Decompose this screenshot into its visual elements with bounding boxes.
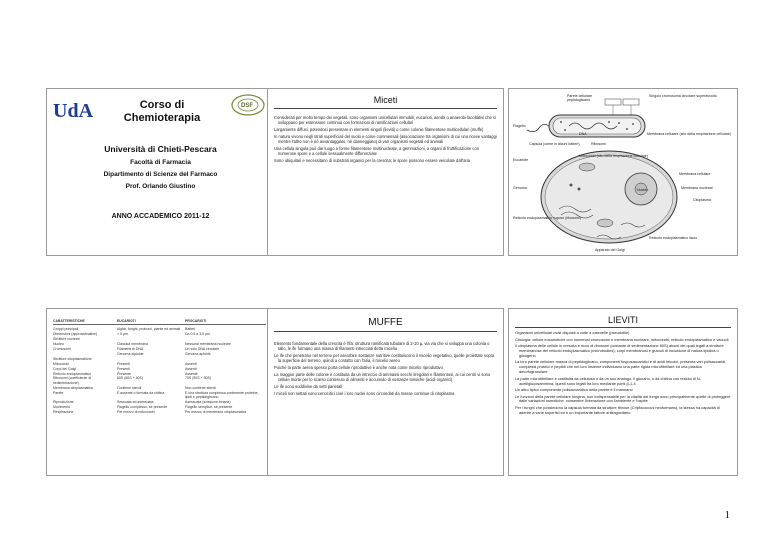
title-divider — [274, 331, 497, 332]
bullet: Un altro tipico componente polisaccaridico della parete è il mannano — [515, 387, 633, 393]
table-cell: Flagello complesso, se presente — [117, 404, 168, 409]
table-cell: Asessuata (scissione binaria) — [185, 400, 231, 404]
table-cell: Assenti — [185, 366, 197, 371]
table-cell: Flagello semplice, se presente — [185, 404, 233, 409]
label-membrana: Membrana cellulare (sito della respirazione cellulare) — [647, 132, 732, 136]
bullet: Poiché la parte aerea spesso porta cellule riproduttive è anche nota come micelio riproduttivo — [274, 365, 443, 370]
table-cell: Per mezzo di mitocondri — [117, 409, 155, 414]
header-cell: CARATTERISTICHE — [53, 319, 85, 323]
table-row — [53, 352, 266, 356]
table-cell: Presenti — [117, 366, 130, 371]
course-line2: Chemioterapia — [123, 112, 201, 124]
label-cromosoma: Singolo cromosoma circolare superavvolto — [649, 94, 717, 98]
comparison-table-slide — [46, 308, 273, 476]
label-mitocondri: Mitocondri (sito della respirazione cellulare) — [579, 154, 649, 158]
faculty-name: Facoltà di Farmacia — [130, 159, 191, 166]
bullet-list — [515, 331, 731, 417]
cell-diagram-slide — [508, 88, 738, 256]
bullet: I miceli non settati sono cenocitici cioè i loro nuclei sono circondati da masse continue di citoplasma — [274, 390, 455, 396]
cell-diagram — [509, 89, 738, 256]
bullet: In natura vivono negli strati superficiali del suolo e come commensali (associazione tra organismi di cui uno riceve vantaggi mentre l'altro non è né avvantaggiato, né danneggiato) di vari organismi vegetali ed animali — [274, 133, 497, 144]
table-row — [53, 327, 266, 331]
table-cell: Non contiene steroli — [185, 385, 216, 390]
slide-title: MUFFE — [368, 317, 403, 328]
miceti-slide — [267, 88, 504, 256]
table-cell: Presenti — [117, 361, 130, 366]
table-row — [53, 372, 266, 376]
label-citoplasma: Citoplasma — [693, 198, 711, 202]
label-flagello: Flagello — [513, 124, 526, 128]
table-cell: Movimento — [53, 404, 71, 409]
table-row — [53, 342, 266, 346]
table-cell: Filamenti di DNA — [117, 347, 144, 352]
muffe-slide — [267, 308, 504, 476]
table-cell: Corpi del Golgi — [53, 366, 77, 371]
bullet: Considerati per molto tempo dei vegetali, sono organismi unicellulari immobili, eucarioti, aerobi o anaerobi facoltativi che si sviluppano per estensione continua con formazioni di ramificazioni cellulari — [274, 115, 496, 126]
label-eucariote: Eucariote — [513, 158, 529, 162]
label-reticolo-rugoso: Reticolo endoplasmatico rugoso (ribosomi) — [513, 216, 582, 220]
table-cell — [185, 357, 266, 361]
header-cell: PROCARIOTI — [185, 319, 207, 323]
bullet: Organismi unicellulari ovali disposti a volte a catenelle (pseudofile) — [515, 330, 630, 335]
bullet: Largamente diffusi, potendosi presentare in elementi singoli (lieviti) o come colonie filamentose multicellulari (muffe) — [274, 127, 484, 132]
academic-year: ANNO ACCADEMICO 2011-12 — [111, 213, 210, 220]
bullet: Le ife sono suddivise da setti parietali — [274, 383, 343, 389]
comparison-table — [53, 319, 266, 415]
table-cell: Genoma aploide — [185, 351, 211, 356]
table-cell — [185, 337, 266, 341]
bullet: Elemento fondamentale della crescita è l'ifa: struttura ramificata tubulare di 2-10 µ, via via che si sviluppa una colonia o tallo, le ife formano una massa di filamenti intrecciati detta micelio — [274, 341, 490, 352]
crest-text: DSF — [241, 103, 253, 109]
label-reticolo-liscio: Reticolo endoplasmatico liscio — [649, 236, 698, 240]
table-row — [53, 386, 266, 390]
bullet: La loro parete cellulare manca di peptidoglicano, componenti fosposaccaridici e di acidi teicoici, presenta vari polisaccaridi, complessi proteici e peptidi che nel loro insieme individuano una parte rigida microfibrillare ed una plastica amorfogranulare — [515, 359, 727, 375]
table-row — [53, 400, 266, 404]
label-peptidoglicano: peptidoglicano — [567, 98, 591, 102]
table-cell: Dimensioni (approssimative) — [53, 332, 98, 337]
slide-title: Miceti — [373, 95, 398, 105]
university-logo-icon — [51, 95, 93, 125]
table-cell: Alghe, funghi, protozoi, piante ed animali — [117, 327, 181, 332]
label-membrana-cell: Membrana cellulare — [679, 172, 711, 176]
table-cell: Gruppi principali — [53, 327, 79, 332]
table-row — [53, 347, 266, 351]
eukaryote-cell — [541, 151, 677, 243]
page-number: 1 — [724, 509, 730, 521]
table-row — [53, 332, 266, 336]
bullet: Citologia: cellule eucariotiche con numerosi cromosomi e membrana nucleare, mitocondri, reticolo endoplasmatico e vacuoli — [515, 336, 729, 342]
table-cell: Un solo DNA circolare — [185, 347, 220, 352]
table-cell: Strutture nucleari — [53, 337, 80, 342]
table-cell: Parete — [53, 390, 64, 395]
table-cell: Reticolo endoplasmatico — [53, 371, 92, 376]
label-genoma: Genoma — [513, 186, 527, 190]
table-row — [53, 367, 266, 371]
bullet: Sono ubiquitari e necessitano di substrati organici per la crescita; le spore possono essere veicolate dall'aria — [274, 157, 471, 163]
bullet-list — [274, 115, 497, 165]
table-body — [53, 327, 266, 414]
department-name: Dipartimento di Scienze del Farmaco — [103, 171, 218, 178]
label-capsula: Capsula (come in alcuni batteri) — [529, 142, 580, 146]
table-row — [53, 362, 266, 366]
table-cell: Nessuna membrana nucleare — [185, 342, 231, 347]
lieviti-slide — [508, 308, 738, 476]
bullet: Una cellula singola può dar luogo a forme filamentose multinucleate, a gemmazioni, a organi di fruttificazione con numerose spore e a cellule sessualmente differenziate — [274, 145, 480, 156]
bullet: Per i funghi che possiedono la capsula formata da strutture fibrose (Criptococcus neoformans), la stessa ha capacità di aderire a varie superfici ed è un importante fattore antifagocitario — [515, 404, 720, 415]
table-row — [53, 410, 266, 414]
title-slide — [46, 88, 273, 256]
table-row — [53, 357, 266, 361]
table-cell: Respirazione — [53, 409, 74, 414]
table-row — [53, 337, 266, 341]
label-parete: Parete cellulare — [567, 94, 592, 98]
table-cell: Cromosomi — [53, 347, 71, 352]
table-cell: Nucleo — [53, 342, 64, 347]
university-name: Università di Chieti-Pescara — [104, 144, 217, 154]
table-cell — [53, 352, 117, 356]
table-row — [53, 391, 266, 400]
logo-text: UdA — [53, 100, 93, 122]
table-row — [53, 376, 266, 385]
slide-title: LIEVITI — [607, 315, 638, 325]
table-cell: Riproduzione — [53, 400, 74, 404]
label-golgi: Apparato del Golgi — [595, 248, 625, 252]
table-cell: È una struttura complessa contenente proteine, lipidi e peptidoglicano — [185, 390, 259, 400]
table-cell: Genoma diploide — [117, 351, 144, 356]
table-cell: Assente — [185, 371, 198, 376]
label-dna: DNA — [579, 132, 587, 136]
bullet: La maggior parte delle colonie è costituita da un intreccio di ammassi secchi irregolari e filamentosi, ai cui centri vi sono cellule morte per lo scarso contenuto di alimenti e accumulo di sostanze tossiche (acidi organici) — [274, 371, 491, 382]
label-nucleo: Nucleo — [637, 188, 649, 192]
table-cell — [117, 357, 185, 361]
table-cell: Sessuata ed asessuata — [117, 400, 154, 404]
table-cell: 80S (60S + 40S) — [117, 376, 143, 381]
table-cell: Da 0.5 a 3.5 µm — [185, 332, 210, 337]
header-cell: EUCARIOTI — [117, 319, 136, 323]
table-header — [53, 319, 266, 325]
course-title — [107, 99, 217, 125]
table-row — [53, 405, 266, 409]
table-cell: Batteri — [185, 327, 196, 332]
bullet-list — [274, 341, 497, 397]
label-membrana-nucleare: Membrana nucleare — [681, 186, 713, 190]
table-cell: Classica membrana — [117, 342, 148, 347]
table-cell: Membrana citoplasmatica — [53, 385, 93, 390]
title-divider — [515, 327, 731, 328]
department-crest-icon — [230, 93, 266, 117]
title-divider — [274, 108, 497, 109]
course-line1: Corso di — [139, 99, 185, 111]
table-cell: Contiene steroli — [117, 385, 142, 390]
table-cell: 70S (50S + 30S) — [185, 376, 211, 381]
table-cell: Ribosomi (coefficiente di sedimentazione) — [53, 376, 92, 385]
table-cell — [117, 337, 185, 341]
bullet: Le ife che penetrano nel terreno per assorbire sostanze nutritive costituiscono il micelio vegetativo, quelle proiettate sopra la superficie del terreno, quindi a contatto con l'aria, il micelio aereo — [274, 353, 495, 364]
table-cell: È assente o formata da chitina — [117, 390, 165, 395]
table-cell: Mitocondri — [53, 361, 70, 366]
table-cell: > 5 µm — [117, 332, 128, 337]
professor-name: Prof. Orlando Giustino — [125, 183, 196, 190]
table-cell: Per mezzo di membrana citoplasmatica — [185, 409, 247, 414]
table-cell: Assenti — [185, 361, 197, 366]
table-cell: Presente — [117, 371, 132, 376]
table-cell: Strutture citoplasmatiche — [53, 356, 92, 361]
bullet: La parte microfibrillare è costituita da cellulosa o da un suo analogo, il glucano, o da chitina con residui di N-acetilglucosammina, questi sono legati tra loro mediante ponti β-1-4 — [515, 375, 701, 386]
bullet: Le funzioni della parete cellulare fungina, non indispensabile per la vitalità del fungo sono principalmente quelle di proteggere dalle variazioni osmotiche, consentire l'interazione con l'ambiente e l'ospite — [515, 393, 731, 404]
label-ribosomi: Ribosomi — [591, 142, 606, 146]
bullet: Il citoplasma delle cellule in crescita è ricco di ribosomi (costante di sedimentazione 80S) alcuni dei quali legati a strutture membranose del reticolo endoplasmatico (microbodies); corpi membranosi e granuli di inclusione di natura lipidica o glicogeno — [515, 343, 724, 358]
